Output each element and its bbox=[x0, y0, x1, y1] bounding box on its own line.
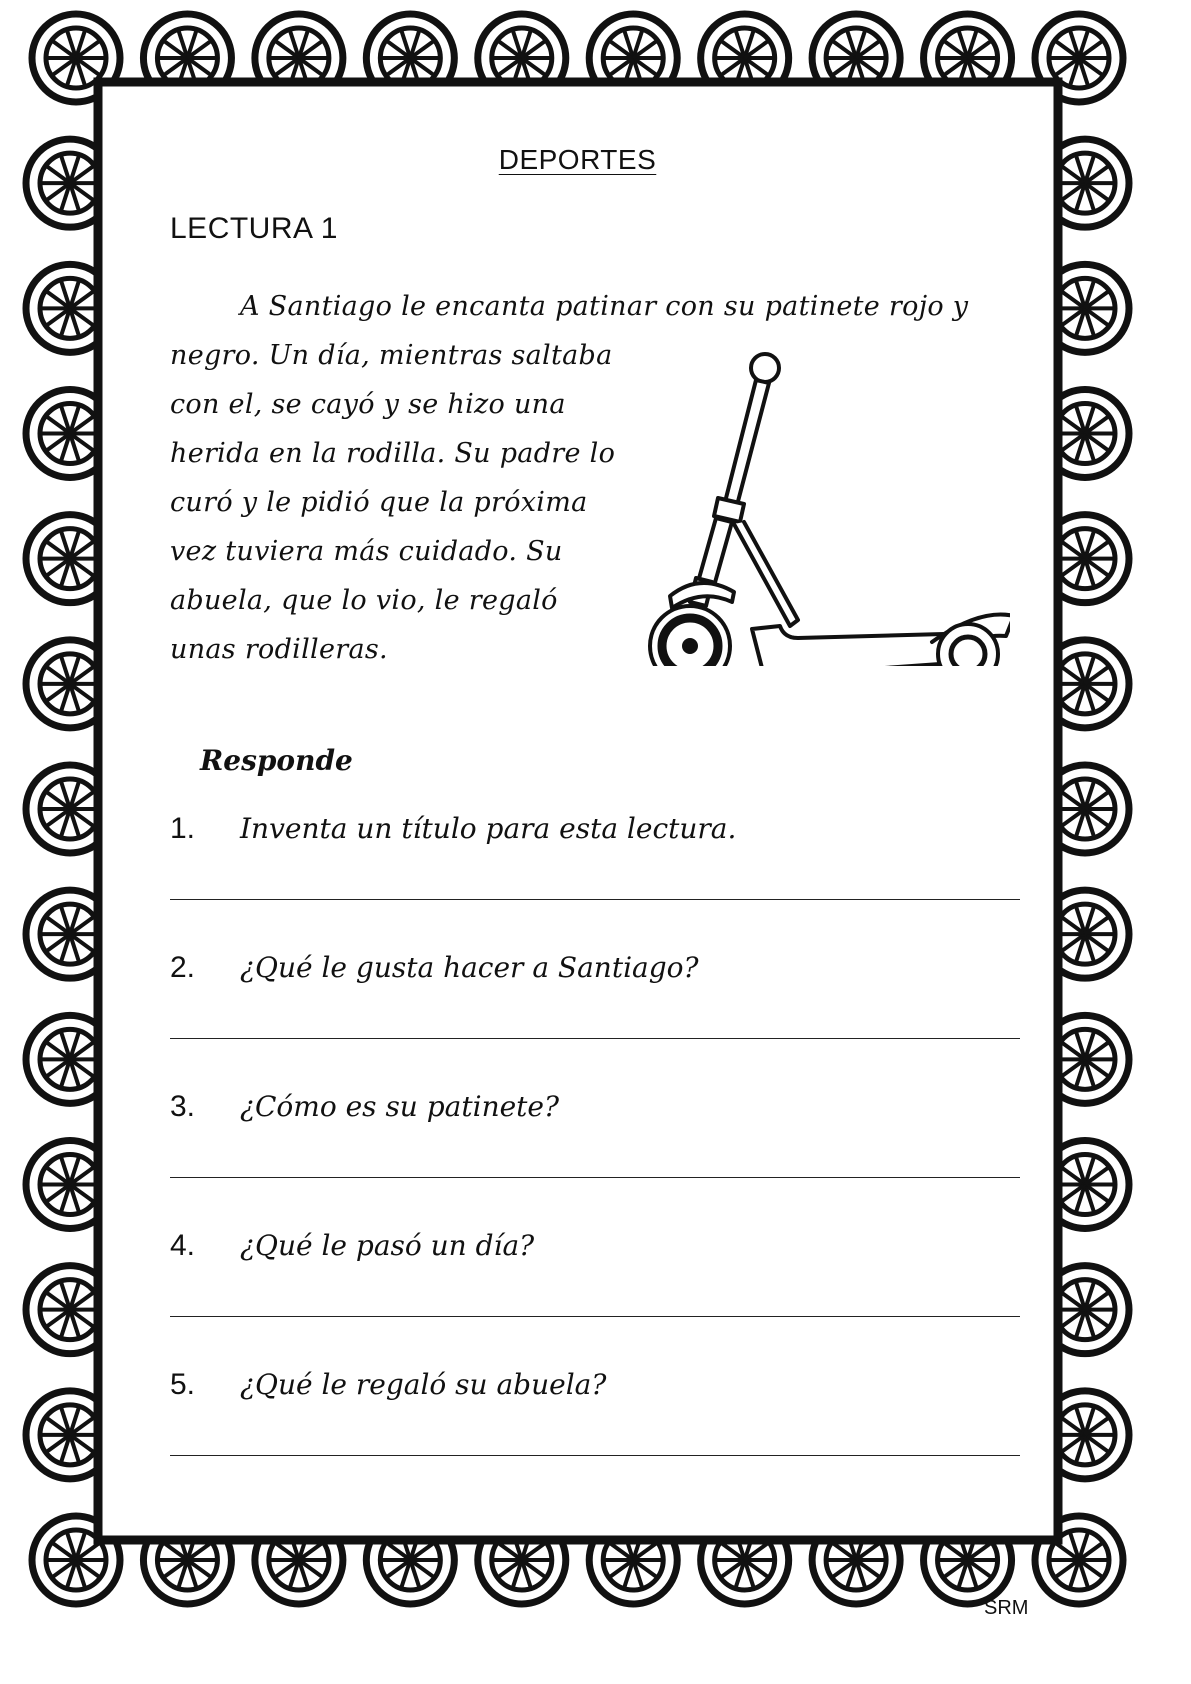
reading-line: A Santiago le encanta patinar con su patinete rojo y bbox=[240, 291, 969, 322]
question-text: ¿Qué le pasó un día? bbox=[240, 1229, 535, 1262]
reading-line: unas rodilleras. bbox=[170, 634, 388, 665]
scooter-icon bbox=[640, 346, 1010, 666]
question-item bbox=[170, 1090, 1030, 1229]
answer-line[interactable] bbox=[170, 899, 1020, 900]
reading-label: LECTURA 1 bbox=[170, 212, 338, 245]
questions-heading: Responde bbox=[200, 744, 353, 777]
page-title bbox=[100, 144, 1055, 176]
reading-line: curó y le pidió que la próxima bbox=[170, 487, 588, 518]
question-number: 1. bbox=[170, 812, 196, 845]
question-number: 5. bbox=[170, 1368, 196, 1401]
question-text: ¿Qué le gusta hacer a Santiago? bbox=[240, 951, 699, 984]
question-text: ¿Qué le regaló su abuela? bbox=[240, 1368, 607, 1401]
reading-line: con el, se cayó y se hizo una bbox=[170, 389, 566, 420]
reading-line: herida en la rodilla. Su padre lo bbox=[170, 438, 616, 469]
page-title-text: DEPORTES bbox=[498, 144, 657, 175]
question-item bbox=[170, 812, 1030, 951]
answer-line[interactable] bbox=[170, 1038, 1020, 1039]
question-number: 4. bbox=[170, 1229, 196, 1262]
answer-line[interactable] bbox=[170, 1455, 1020, 1456]
worksheet bbox=[100, 84, 1055, 1544]
questions-list bbox=[170, 812, 1030, 1507]
reading-line: abuela, que lo vio, le regaló bbox=[170, 585, 558, 616]
reading-line: vez tuviera más cuidado. Su bbox=[170, 536, 563, 567]
question-text: Inventa un título para esta lectura. bbox=[240, 812, 737, 845]
question-item bbox=[170, 951, 1030, 1090]
question-text: ¿Cómo es su patinete? bbox=[240, 1090, 560, 1123]
answer-line[interactable] bbox=[170, 1177, 1020, 1178]
author-credit: SRM bbox=[984, 1597, 1029, 1619]
question-number: 3. bbox=[170, 1090, 196, 1123]
answer-line[interactable] bbox=[170, 1316, 1020, 1317]
reading-line: negro. Un día, mientras saltaba bbox=[170, 340, 613, 371]
question-number: 2. bbox=[170, 951, 196, 984]
question-item bbox=[170, 1368, 1030, 1507]
question-item bbox=[170, 1229, 1030, 1368]
